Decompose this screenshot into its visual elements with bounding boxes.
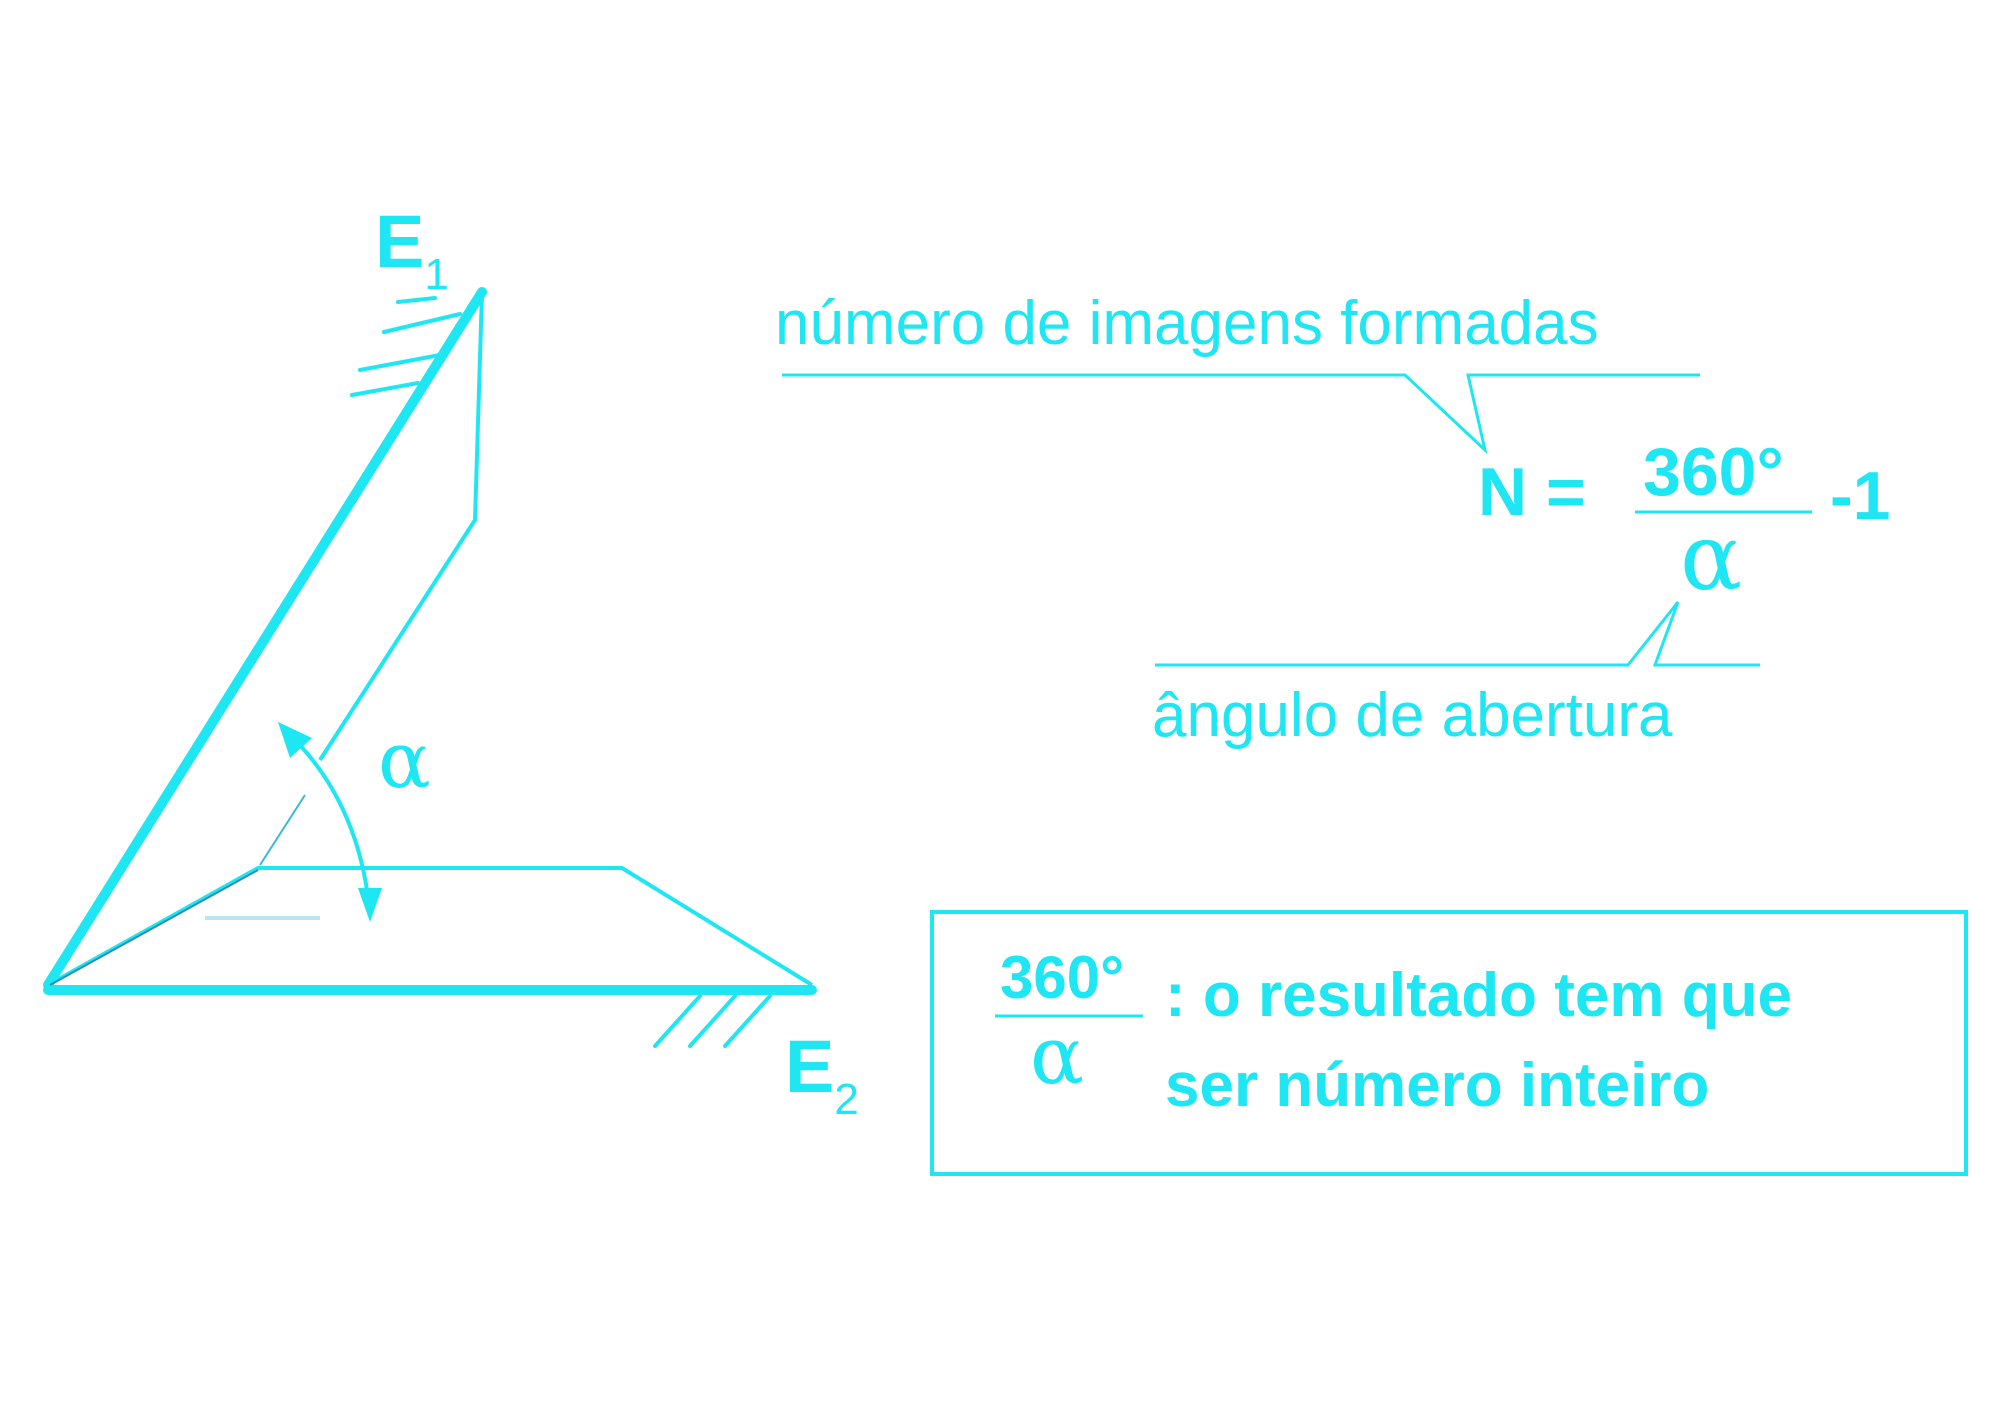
mirror-e1-subscript: 1: [424, 250, 449, 299]
formula-numerator: 360°: [1643, 434, 1784, 510]
formula-rest: -1: [1830, 458, 1891, 534]
angle-arc: [285, 730, 370, 915]
condition-denominator: α: [1030, 1009, 1085, 1102]
formula-top-label: número de imagens formadas: [775, 289, 1599, 358]
angle-alpha-label: α: [378, 716, 431, 806]
mirror-e1-letter: E: [375, 200, 425, 283]
formula-denominator: α: [1680, 504, 1743, 611]
condition-line2: ser número inteiro: [1165, 1051, 1710, 1120]
formula-bottom-label: ângulo de abertura: [1152, 681, 1673, 750]
mirror-e1-label: [375, 200, 449, 299]
mirror-e2-thickness: [48, 868, 812, 985]
mirror-e2-subscript: 2: [834, 1075, 859, 1124]
condition-numerator: 360°: [1000, 944, 1125, 1011]
formula-lhs: N =: [1478, 454, 1586, 530]
mirror-e2-label: [785, 1025, 859, 1124]
mirror-e2-hatch: [655, 996, 770, 1046]
bottom-label-leader: [1155, 602, 1760, 665]
angle-arc-arrow-bottom: [358, 888, 382, 922]
mirror-e1-line: [48, 292, 482, 985]
mirror-e2-letter: E: [785, 1025, 835, 1108]
mirror-e1-thickness-tail: [260, 795, 305, 865]
condition-line1: : o resultado tem que: [1165, 961, 1792, 1030]
top-label-leader: [782, 375, 1700, 450]
